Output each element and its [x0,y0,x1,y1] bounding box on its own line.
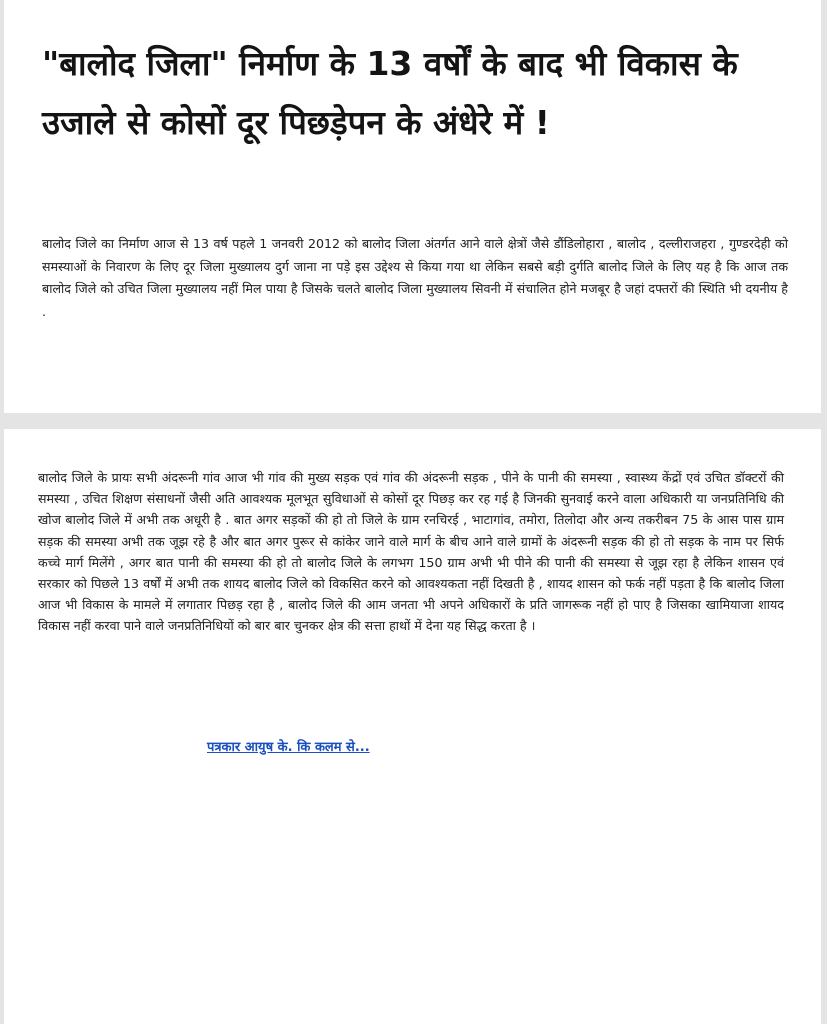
article-title: "बालोद जिला" निर्माण के 13 वर्षों के बाद भी विकास के उजाले से कोसों दूर पिछड़ेपन के अंधेरे में ! [42,44,738,142]
author-byline-link[interactable]: पत्रकार आयुष के. कि कलम से... [207,740,370,755]
document-page-1 [4,0,821,413]
article-paragraph-1: बालोद जिले का निर्माण आज से 13 वर्ष पहले 1 जनवरी 2012 को बालोद जिला अंतर्गत आने वाले क्षेत्रों जैसे डौंडिलोहारा , बालोद , दल्लीराजहरा , गुण्डरदेही को समस्याओं के निवारण के लिए दूर जिला मुख्यालय दुर्ग जाना ना पड़े इस उद्देश्य से किया गया था लेकिन सबसे बड़ी दुर्गति बालोद जिले के लिए यह है कि आज तक बालोद जिले को उचित जिला मुख्यालय नहीं मिल पाया है जिसके चलते बालोद जिला मुख्यालय सिवनी में संचालित होने मजबूर है जहां दफ्तरों की स्थिति भी दयनीय है . [42,236,788,319]
article-paragraph-2: बालोद जिले के प्रायः सभी अंदरूनी गांव आज भी गांव की मुख्य सड़क एवं गांव की अंदरूनी सड़क , पीने के पानी की समस्या , स्वास्थ्य केंद्रों एवं उचित डॉक्टरों की समस्या , उचित शिक्षण संसाधनों जैसी अति आवश्यक मूलभूत सुविधाओं से कोसों दूर पिछड़ कर रह गई है जिनकी सुनवाई करने वाला अधिकारी या जनप्रतिनिधि की खोज बालोद जिले में अभी तक अधूरी है . बात अगर सड़कों की हो तो जिले के ग्राम रनचिरई , भाटागांव, तमोरा, तिलोदा और अन्य तकरीबन 75 के आस पास ग्राम सड़क की समस्या अभी तक जूझ रहे है और बात अगर पुरूर से कांकेर जाने वाले मार्ग के बीच आने वाले ग्रामों के अंदरूनी सड़क की हो तो सड़क के नाम पर सिर्फ कच्चे मार्ग मिलेंगे , अगर बात पानी की समस्या की हो तो बालोद जिले के लगभग 150 ग्राम अभी भी पीने की पानी की समस्या से जूझ रहा है लेकिन शासन एवं सरकार को पिछले 13 वर्षों में अभी तक शायद बालोद जिले को विकसित करने को आवश्यकता नहीं दिखती है , शायद शासन को फर्क नहीं पड़ता है कि बालोद जिला आज भी विकास के मामले में लगातार पिछड़ रहा है , बालोद जिले की आम जनता भी अपने अधिकारों के प्रति जागरूक नहीं हो पाए है जिसका खामियाजा शायद विकास नहीं करवा पाने वाले जनप्रतिनिधियों को बार बार चुनकर क्षेत्र की सत्ता हाथों में देना यह सिद्ध करता है । [38,470,784,634]
